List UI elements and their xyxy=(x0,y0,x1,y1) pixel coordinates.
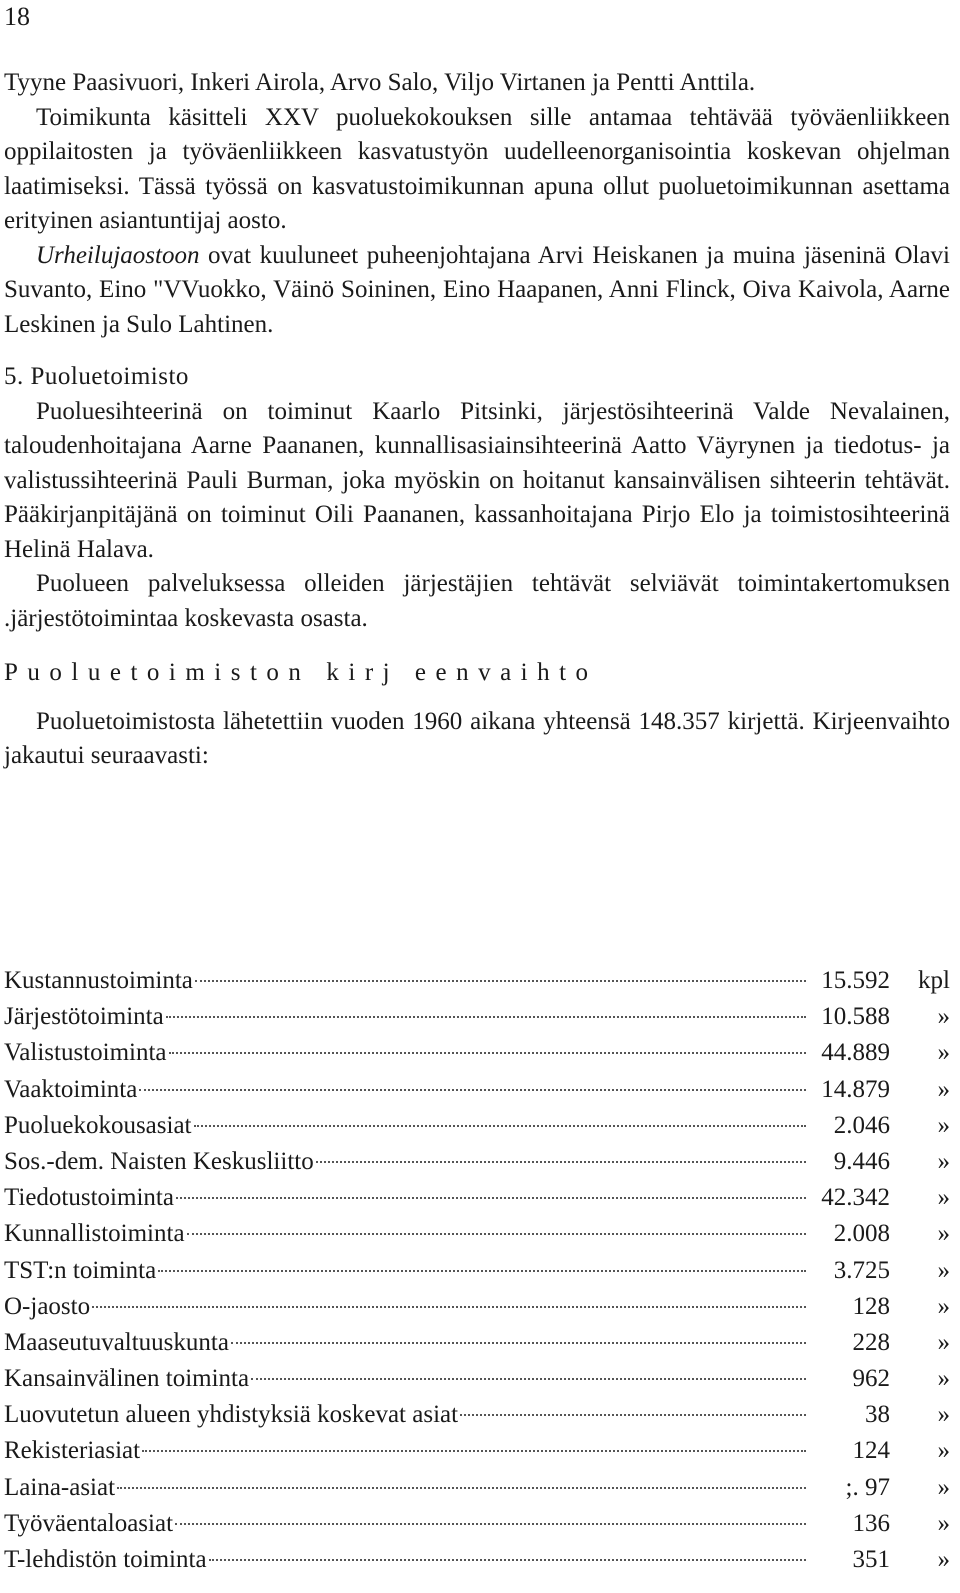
row-value: 136 xyxy=(852,1509,890,1537)
section-heading-party-office: 5. Puoluetoimisto xyxy=(4,363,189,390)
dot-leader xyxy=(92,1306,806,1308)
row-unit: » xyxy=(937,1546,950,1573)
row-label: Rekisteriasiat xyxy=(4,1437,141,1465)
table-row xyxy=(4,999,950,1035)
paragraph-committee-members: Tyyne Paasivuori, Inkeri Airola, Arvo Salo, Viljo Virtanen ja Pentti Anttila. xyxy=(4,69,756,96)
row-label: Kunnallistoiminta xyxy=(4,1220,185,1248)
correspondence-heading-part-1: Puoluetoimiston xyxy=(4,659,311,686)
row-label: Tiedotustoiminta xyxy=(4,1184,174,1212)
table-row xyxy=(4,1470,950,1506)
row-unit: » xyxy=(937,1220,950,1248)
paragraph-committee-task: Toimikunta käsitteli XXV puoluekokouksen sille antamaa tehtävää työväenliikkeen oppilaitosten ja työväenliikkeen kasvatustyön uudelleenorganisointia koskevan ohjelman laatimiseksi. Tässä työssä on kasvatustoimikunnan apuna ollut puoluetoimikunnan asettama erityinen asiantuntijaj aosto. xyxy=(4,103,950,234)
dot-leader xyxy=(460,1414,806,1416)
row-label: Kansainvälinen toiminta xyxy=(4,1365,250,1393)
table-row xyxy=(4,1361,950,1397)
row-unit: » xyxy=(937,1039,950,1067)
dot-leader xyxy=(209,1559,806,1561)
dot-leader xyxy=(194,1125,807,1127)
row-label: Luovutetun alueen yhdistyksiä koskevat asiat xyxy=(4,1401,459,1429)
row-label: Vaaktoiminta xyxy=(4,1075,138,1103)
row-label: Puoluekokousasiat xyxy=(4,1111,192,1139)
row-unit: » xyxy=(937,1111,950,1139)
table-row xyxy=(4,1542,950,1578)
row-value: 128 xyxy=(852,1292,890,1320)
dot-leader xyxy=(139,1089,806,1091)
dot-leader xyxy=(176,1197,806,1199)
section-heading-correspondence xyxy=(4,656,950,691)
row-value: ;. 97 xyxy=(845,1473,890,1501)
dot-leader xyxy=(175,1523,806,1525)
row-value: 44.889 xyxy=(821,1039,890,1067)
row-unit: » xyxy=(937,1184,950,1212)
row-value: 124 xyxy=(852,1437,890,1465)
paragraph-organizers: Puolueen palveluksessa olleiden järjestäjien tehtävät selviävät toimintakertomuksen .järjestötoimintaa koskevasta osasta. xyxy=(4,570,950,632)
table-row xyxy=(4,1216,950,1252)
table-row xyxy=(4,1180,950,1216)
dot-leader xyxy=(169,1052,807,1054)
row-label: Maaseutuvaltuuskunta xyxy=(4,1328,229,1356)
dot-leader xyxy=(231,1342,806,1344)
table-row xyxy=(4,1433,950,1469)
paragraph-letters-total: Puoluetoimistosta lähetettiin vuoden 1960 aikana yhteensä 148.357 kirjettä. Kirjeenvaihto jakautui seuraavasti: xyxy=(4,707,950,769)
table-row xyxy=(4,1506,950,1542)
dot-leader xyxy=(166,1016,806,1018)
dot-leader xyxy=(142,1450,806,1452)
row-label: Sos.-dem. Naisten Keskusliitto xyxy=(4,1147,314,1175)
table-row xyxy=(4,1144,950,1180)
paragraph-office-staff: Puoluesihteerinä on toiminut Kaarlo Pitsinki, järjestösihteerinä Valde Nevalainen, taloudenhoitajana Aarne Paananen, kunnallisasiainsihteerinä Aatto Väyrynen ja tiedotus- ja valistussihteerinä Pauli Burman, joka myöskin on hoitanut kansainvälisen sihteerin tehtävät. Pääkirjanpitäjänä on toiminut Oili Paananen, kassanhoitajana Pirjo Elo ja toimistosihteerinä Helinä Halava. xyxy=(4,397,950,563)
row-label: Valistustoiminta xyxy=(4,1039,167,1067)
row-label: Järjestötoiminta xyxy=(4,1003,164,1031)
row-unit: » xyxy=(937,1328,950,1356)
row-unit: » xyxy=(937,1437,950,1465)
table-row xyxy=(4,1289,950,1325)
row-value: 15.592 xyxy=(821,967,890,994)
table-row xyxy=(4,1035,950,1071)
dot-leader xyxy=(187,1233,806,1235)
table-row xyxy=(4,1397,950,1433)
dot-leader xyxy=(251,1378,806,1380)
row-value: 962 xyxy=(852,1365,890,1393)
row-label: TST:n toiminta xyxy=(4,1256,157,1284)
correspondence-heading-part-2: kirj eenvaihto xyxy=(326,659,598,686)
row-unit: » xyxy=(937,1473,950,1501)
row-value: 3.725 xyxy=(833,1256,890,1284)
sports-section-term: Urheilujaostoon xyxy=(36,241,200,269)
row-unit: » xyxy=(937,1292,950,1320)
table-row xyxy=(4,1108,950,1144)
row-value: 42.342 xyxy=(821,1184,890,1212)
sports-section-text: ovat kuuluneet puheenjohtajana Arvi Heiskanen ja muina jäseninä Olavi Suvanto, Eino "VVuokko, Väinö Soininen, Eino Haapanen, Anni Flinck, Oiva Kaivola, Aarne Leskinen ja Sulo Lahtinen. xyxy=(4,241,950,338)
row-unit: » xyxy=(937,1075,950,1103)
row-label: Kustannustoiminta xyxy=(4,967,193,994)
dot-leader xyxy=(316,1161,806,1163)
row-unit: » xyxy=(937,1003,950,1031)
dot-leader xyxy=(117,1487,806,1489)
row-label: O-jaosto xyxy=(4,1292,91,1320)
correspondence-table xyxy=(4,963,950,1578)
table-row xyxy=(4,1325,950,1361)
row-value: 2.008 xyxy=(833,1220,890,1248)
paragraph-sports-section xyxy=(4,239,950,343)
row-value: 2.046 xyxy=(833,1111,890,1139)
row-unit: » xyxy=(937,1256,950,1284)
table-row xyxy=(4,1072,950,1108)
table-row xyxy=(4,1253,950,1289)
row-value: 228 xyxy=(852,1328,890,1356)
table-row xyxy=(4,963,950,999)
row-value: 14.879 xyxy=(821,1075,890,1103)
dot-leader xyxy=(158,1270,806,1272)
row-value: 351 xyxy=(852,1546,890,1573)
row-value: 9.446 xyxy=(833,1147,890,1175)
row-label: Työväentaloasiat xyxy=(4,1509,174,1537)
dot-leader xyxy=(195,980,806,982)
row-value: 10.588 xyxy=(821,1003,890,1031)
page-number: 18 xyxy=(4,2,30,31)
row-unit: » xyxy=(937,1401,950,1429)
row-unit: kpl xyxy=(918,967,950,994)
row-unit: » xyxy=(937,1509,950,1537)
body-text xyxy=(4,66,950,774)
row-label: Laina-asiat xyxy=(4,1473,116,1501)
row-unit: » xyxy=(937,1365,950,1393)
row-label: T-lehdistön toiminta xyxy=(4,1546,207,1573)
row-unit: » xyxy=(937,1147,950,1175)
row-value: 38 xyxy=(865,1401,890,1429)
